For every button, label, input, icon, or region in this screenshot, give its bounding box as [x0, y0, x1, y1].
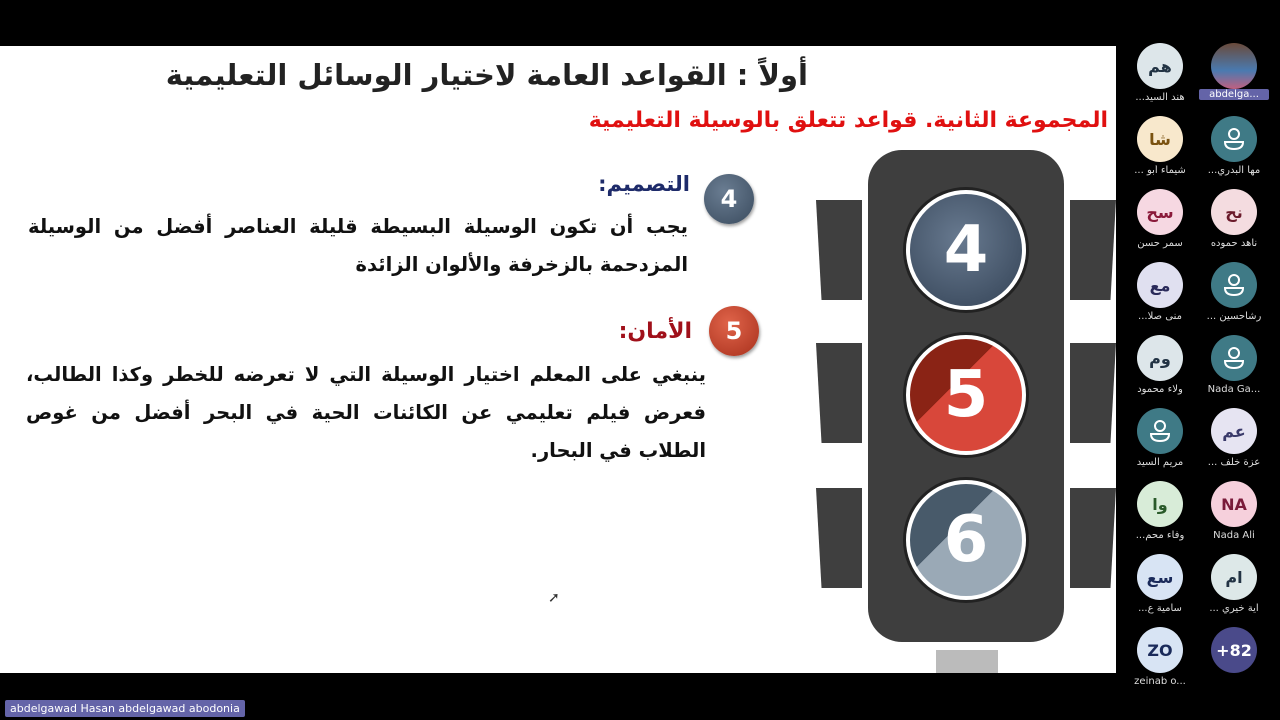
more-participants-button[interactable]: +82: [1211, 627, 1257, 673]
avatar: سح: [1137, 189, 1183, 235]
slide-subtitle: المجموعة الثانية. قواعد تتعلق بالوسيلة التعليمية: [588, 108, 1108, 133]
participant-tile[interactable]: [1123, 627, 1197, 687]
mouse-cursor-icon: ➚: [548, 590, 560, 606]
participant-tile[interactable]: [1123, 554, 1197, 614]
participant-tile[interactable]: [1197, 408, 1271, 468]
participant-tile[interactable]: [1123, 262, 1197, 322]
participant-name: ... رشاحسين: [1206, 311, 1262, 322]
participant-tile[interactable]: [1197, 335, 1271, 395]
participant-name: سمر حسن: [1137, 238, 1183, 249]
item-text-safety: ينبغي على المعلم اختيار الوسيلة التي لا تعرضه للخطر وكذا الطالب، فعرض فيلم تعليمي عن الكائنات الحية في البحر أفضل من غوص الطلاب في البحار.: [26, 363, 706, 462]
participant-name: ...منى صلا: [1138, 311, 1182, 322]
participant-name: ...مها البدري: [1207, 165, 1261, 176]
slide-title: أولاً : القواعد العامة لاختيار الوسائل التعليمية: [165, 58, 808, 92]
participant-name: abdelga...: [1199, 89, 1269, 100]
number-badge-4: 4: [704, 174, 754, 224]
participant-photo: [1211, 43, 1257, 89]
traffic-lamp-5: 5: [906, 335, 1026, 455]
participant-name: ... عزة خلف: [1207, 457, 1261, 468]
item-heading-design: التصميم:: [598, 172, 690, 196]
default-user-icon: [1211, 335, 1257, 381]
number-badge-5: 5: [709, 306, 759, 356]
avatar: شا: [1137, 116, 1183, 162]
item-text-design: يجب أن تكون الوسيلة البسيطة قليلة العناصر أفضل من الوسيلة المزدحمة بالزخرفة والألوان الزائدة: [28, 215, 688, 276]
participant-name: ...وفاء محم: [1135, 530, 1185, 541]
item-heading-safety: الأمان:: [618, 319, 692, 344]
avatar: سع: [1137, 554, 1183, 600]
participant-tile[interactable]: [1197, 116, 1271, 176]
presenter-name-label: abdelgawad Hasan abdelgawad abodonia: [5, 700, 245, 717]
avatar: عم: [1211, 408, 1257, 454]
participant-tile[interactable]: [1197, 43, 1271, 100]
participant-tile[interactable]: [1197, 189, 1271, 249]
participant-tile[interactable]: [1123, 43, 1197, 103]
participant-tile[interactable]: [1123, 481, 1197, 541]
participant-tile[interactable]: [1123, 189, 1197, 249]
participant-name: ...سامية ع: [1138, 603, 1182, 614]
participant-name: ناهد حموده: [1210, 238, 1258, 249]
participant-tile[interactable]: [1123, 335, 1197, 395]
participant-tile[interactable]: [1197, 481, 1271, 541]
traffic-lamp-4: 4: [906, 190, 1026, 310]
participant-tile[interactable]: [1197, 627, 1271, 673]
participant-name: ...هند السيد: [1135, 92, 1185, 103]
avatar: NA: [1211, 481, 1257, 527]
participant-name: ... شيماء أبو: [1134, 165, 1186, 176]
participant-tile[interactable]: [1197, 554, 1271, 614]
default-user-icon: [1211, 116, 1257, 162]
participant-tile[interactable]: [1123, 116, 1197, 176]
avatar: ZO: [1137, 627, 1183, 673]
default-user-icon: [1137, 408, 1183, 454]
shared-slide: [0, 46, 1116, 673]
participant-name: مريم السيد: [1136, 457, 1184, 468]
traffic-light-pole: [936, 650, 998, 673]
participant-name: Nada Ga...: [1207, 384, 1261, 395]
avatar: نح: [1211, 189, 1257, 235]
participant-name: Nada Ali: [1213, 530, 1255, 541]
default-user-icon: [1211, 262, 1257, 308]
participant-tile[interactable]: [1123, 408, 1197, 468]
traffic-light-graphic: [816, 150, 1116, 673]
participant-name: ... اية خيري: [1209, 603, 1259, 614]
avatar: ام: [1211, 554, 1257, 600]
avatar: مع: [1137, 262, 1183, 308]
participant-name: zeinab o...: [1134, 676, 1186, 687]
avatar: هم: [1137, 43, 1183, 89]
traffic-lamp-6: 6: [906, 480, 1026, 600]
avatar: وا: [1137, 481, 1183, 527]
participant-tile[interactable]: [1197, 262, 1271, 322]
avatar: وم: [1137, 335, 1183, 381]
participant-name: ولاء محمود: [1137, 384, 1183, 395]
